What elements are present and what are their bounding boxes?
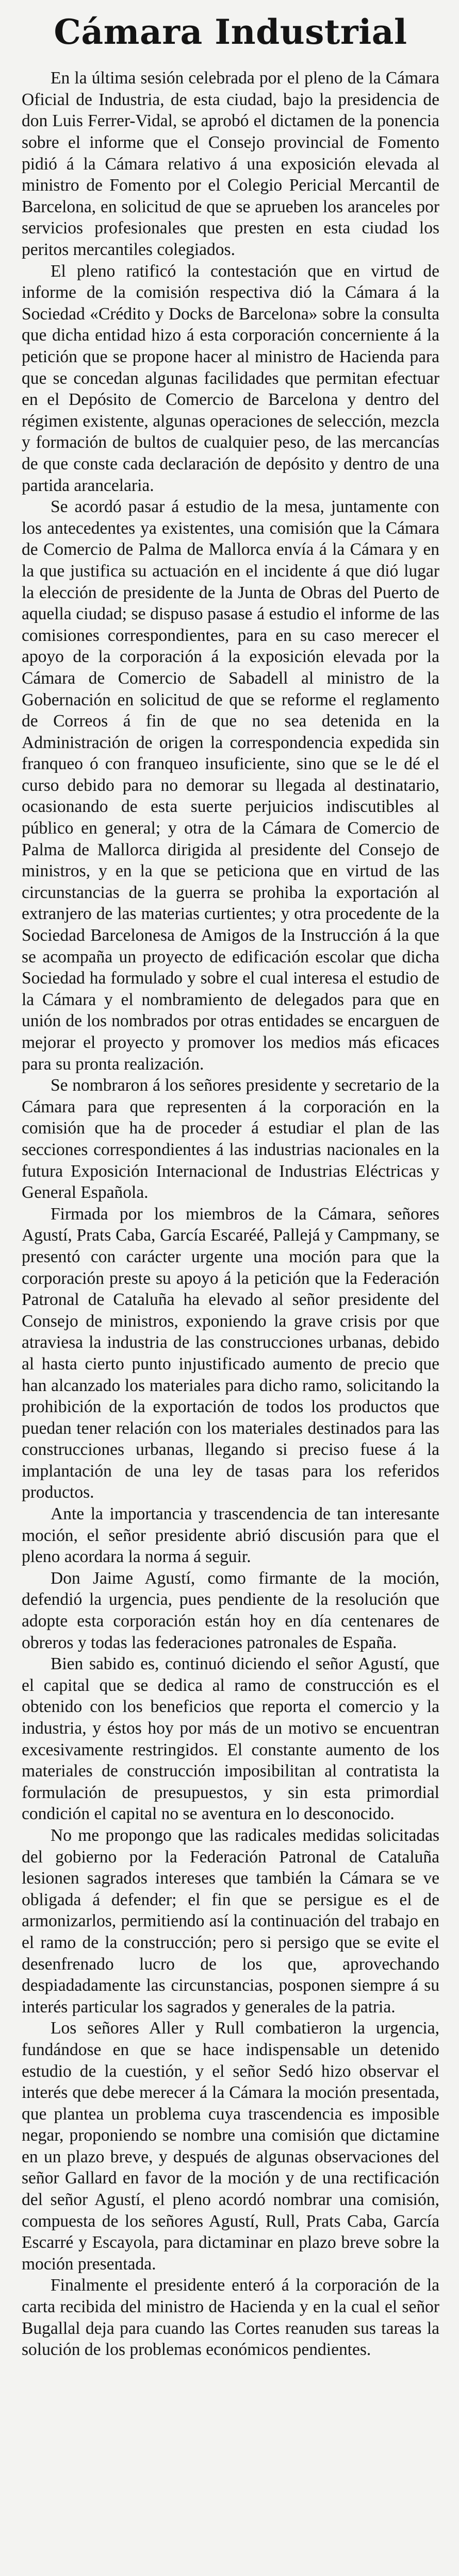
article-paragraph: Se acordó pasar á estudio de la mesa, juntamente con los antecedentes ya existentes, una comisión que la Cámara de Comercio de Palma de Mallorca envía á la Cámara y en la que justifica su actuación en el incidente á que dió lugar la elección de presidente de la Junta de Obras del Puerto de aquella ciudad; se dispuso pasase á estudio el informe de las comisiones correspondientes, para en su caso merecer el apoyo de la corporación á la exposición elevada por la Cámara de Comercio de Sabadell al ministro de la Gobernación en solicitud de que se reforme el reglamento de Correos á fin de que no sea detenida en la Administración de origen la correspondencia expedida sin franqueo ó con franqueo insuficiente, sino que se le dé el curso debido para no demorar su llegada al destinatario, ocasionando de esta suerte perjuicios indiscutibles al público en general; y otra de la Cámara de Comercio de Palma de Mallorca dirigida al presidente del Consejo de ministros, y en la que se peticiona que en virtud de las circunstancias de la guerra se prohiba la exportación al extranjero de las materias curtientes; y otra procedente de la Sociedad Barcelonesa de Amigos de la Instrucción á la que se acompaña un proyecto de edificación escolar que dicha Sociedad ha formulado y sobre el cual interesa el estudio de la Cámara y el nombramiento de delegados para que en unión de los nombrados por otras entidades se encarguen de mejorar el proyecto y promover los medios más eficaces para su pronta realización. (22, 497, 439, 1074)
article-paragraph: Ante la importancia y trascendencia de tan interesante moción, el señor presidente abrió discusión para que el pleno acordara la norma á seguir. (22, 1504, 439, 1567)
article-paragraph: Firmada por los miembros de la Cámara, señores Agustí, Prats Caba, García Escaréé, Pallejá y Campmany, se presentó con carácter urgente una moción para que la corporación preste su apoyo á la petición que la Federación Patronal de Cataluña ha elevado al señor presidente del Consejo de ministros, exponiendo la grave crisis por que atraviesa la industria de las construcciones urbanas, debido al hasta cierto punto injustificado aumento de precio que han alcanzado los materiales para dicho ramo, solicitando la prohibición de la exportación de todos los productos que puedan tener relación con los materiales destinados para las construcciones urbanas, llegando si preciso fuese á la implantación de una ley de tasas para los referidos productos. (22, 1204, 439, 1502)
article-paragraph: El pleno ratificó la contestación que en virtud de informe de la comisión respectiva dió la Cámara á la Sociedad «Crédito y Docks de Barcelona» sobre la consulta que dicha entidad hizo á esta corporación concerniente á la petición que se propone hacer al ministro de Hacienda para que se concedan algunas facilidades que permitan efectuar en el Depósito de Comercio de Barcelona y dentro del régimen existente, algunas operaciones de selección, mezcla y formación de bultos de cualquier peso, de las mercancías de que conste cada declaración de depósito y dentro de una partida arancelaria. (22, 261, 439, 495)
article-paragraph: En la última sesión celebrada por el pleno de la Cámara Oficial de Industria, de esta ciudad, bajo la presidencia de don Luis Ferrer-Vidal, se aprobó el dictamen de la ponencia sobre el informe que el Consejo provincial de Fomento pidió á la Cámara relativo á una exposición elevada al ministro de Fomento por el Colegio Pericial Mercantil de Barcelona, en solicitud de que se aprueben los aranceles por servicios profesionales que presten en esta ciudad los peritos mercantiles colegiados. (22, 69, 439, 260)
article-paragraph: Los señores Aller y Rull combatieron la urgencia, fundándose en que se hace indispensable un detenido estudio de la cuestión, y el señor Sedó hizo observar el interés que debe merecer á la Cámara la moción presentada, que plantea un problema cuya trascendencia es imposible negar, proponiendo se nombre una comisión que dictamine en un plazo breve, y después de algunas observaciones del señor Gallard en favor de la moción y de una rectificación del señor Agustí, el pleno acordó nombrar una comisión, compuesta de los señores Agustí, Rull, Prats Caba, García Escarré y Escayola, para dictaminar en plazo breve sobre la moción presentada. (22, 2019, 439, 2274)
article-paragraph: Se nombraron á los señores presidente y secretario de la Cámara para que representen á la corporación en la comisión que ha de proceder á estudiar el plan de las secciones correspondientes á las industrias nacionales en la futura Exposición Internacional de Industrias Eléctricas y General Española. (22, 1076, 439, 1202)
article-body (22, 67, 439, 2361)
article-paragraph: No me propongo que las radicales medidas solicitadas del gobierno por la Federación Patronal de Cataluña lesionen sagrados intereses que también la Cámara se ve obligada á defender; el fin que se persigue es el de armonizarlos, permitiendo así la continuación del trabajo en el ramo de la construcción; pero si persigo que se evite el desenfrenado lucro de los que, aprovechando despiadadamente las circunstancias, posponen siempre á su interés particular los sagrados y generales de la patria. (22, 1825, 439, 2016)
article-paragraph: Don Jaime Agustí, como firmante de la moción, defendió la urgencia, pues pendiente de la resolución que adopte esta corporación están hoy en día centenares de obreros y todas las federaciones patronales de España. (22, 1568, 439, 1652)
article-paragraph: Bien sabido es, continuó diciendo el señor Agustí, que el capital que se dedica al ramo de construcción es el obtenido con los beneficios que reporta el comercio y la industria, y éstos hoy por más de un motivo se encuentran excesivamente restringidos. El constante aumento de los materiales de construcción imposibilitan al contratista la formulación de presupuestos, y sin esta primordial condición el capital no se aventura en lo desconocido. (22, 1654, 439, 1824)
article-paragraph: Finalmente el presidente enteró á la corporación de la carta recibida del ministro de Hacienda y en la cual el señor Bugallal deja para cuando las Cortes reanuden sus tareas la solución de los problemas económicos pendientes. (22, 2276, 439, 2360)
article-headline: Cámara Industrial (54, 12, 407, 52)
